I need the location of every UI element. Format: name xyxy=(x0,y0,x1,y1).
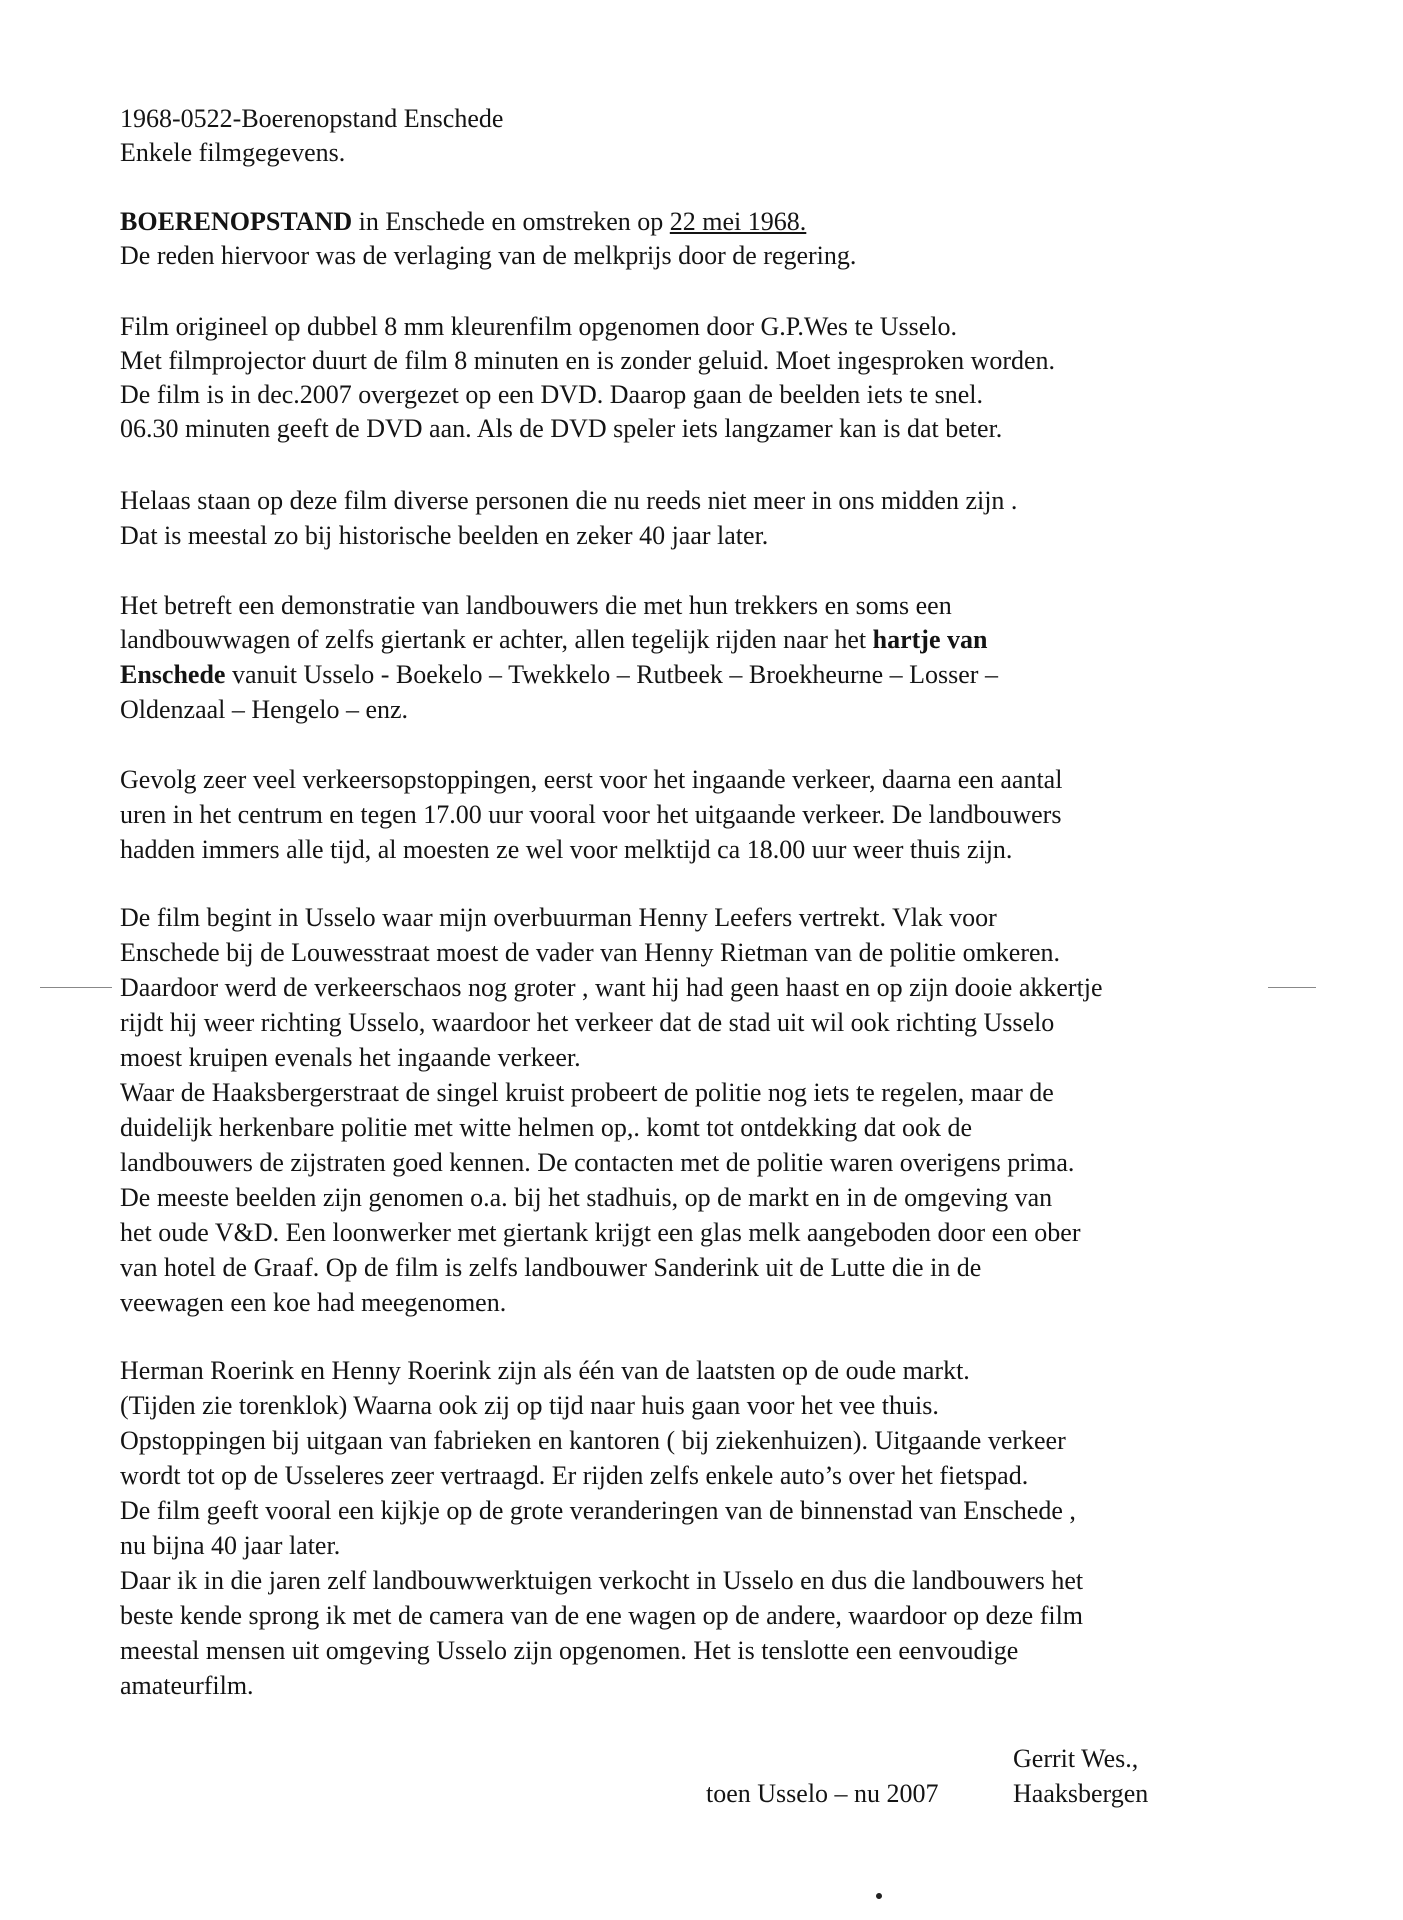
intro-location: in Enschede en omstreken op xyxy=(352,207,670,236)
herman-line-5: De film geeft vooral een kijkje op de grote veranderingen van de binnenstad van Enschede , xyxy=(120,1496,1076,1525)
demo-line-3-text: vanuit Usselo - Boekelo – Twekkelo – Rutbeek – Broekheurne – Losser – xyxy=(225,660,998,689)
helaas-line-1: Helaas staan op deze film diverse personen die nu reeds niet meer in ons midden zijn . xyxy=(120,486,1018,515)
herman-line-6: nu bijna 40 jaar later. xyxy=(120,1531,341,1560)
signature-name: Gerrit Wes., xyxy=(1013,1744,1139,1773)
film-line-2: Met filmprojector duurt de film 8 minuten en is zonder geluid. Moet ingesproken worden. xyxy=(120,346,1056,375)
main-title: BOERENOPSTAND xyxy=(120,207,353,236)
begin-line-1: De film begint in Usselo waar mijn overbuurman Henny Leefers vertrekt. Vlak voor xyxy=(120,903,997,932)
demo-line-1: Het betreft een demonstratie van landbouwers die met hun trekkers en soms een xyxy=(120,591,952,620)
demo-emphasis-enschede: Enschede xyxy=(120,660,226,689)
herman-line-8: beste kende sprong ik met de camera van de ene wagen op de andere, waardoor op deze film xyxy=(120,1601,1084,1630)
herman-line-2: (Tijden zie torenklok) Waarna ook zij op tijd naar huis gaan voor het vee thuis. xyxy=(120,1391,939,1420)
begin-line-12: veewagen een koe had meegenomen. xyxy=(120,1288,507,1317)
begin-line-7: duidelijk herkenbare politie met witte helmen op,. komt tot ontdekking dat ook de xyxy=(120,1113,973,1142)
begin-line-5: moest kruipen evenals het ingaande verkeer. xyxy=(120,1043,581,1072)
film-line-1: Film origineel op dubbel 8 mm kleurenfilm opgenomen door G.P.Wes te Usselo. xyxy=(120,312,958,341)
begin-line-9: De meeste beelden zijn genomen o.a. bij het stadhuis, op de markt en in de omgeving van xyxy=(120,1183,1053,1212)
intro-line-2: De reden hiervoor was de verlaging van de melkprijs door de regering. xyxy=(120,241,857,270)
scan-speck xyxy=(875,1892,883,1900)
begin-line-2: Enschede bij de Louwesstraat moest de vader van Henny Rietman van de politie omkeren. xyxy=(120,938,1061,967)
scan-margin-mark-right xyxy=(1268,987,1316,988)
film-line-4: 06.30 minuten geeft de DVD aan. Als de DVD speler iets langzamer kan is dat beter. xyxy=(120,414,1003,443)
gevolg-line-3: hadden immers alle tijd, al moesten ze wel voor melktijd ca 18.00 uur weer thuis zijn. xyxy=(120,835,1013,864)
begin-line-11: van hotel de Graaf. Op de film is zelfs landbouwer Sanderink uit de Lutte die in de xyxy=(120,1253,982,1282)
signature-then-now: toen Usselo – nu 2007 xyxy=(706,1779,939,1808)
begin-line-3: Daardoor werd de verkeerschaos nog groter , want hij had geen haast en op zijn dooie akkertje xyxy=(120,973,1103,1002)
herman-line-9: meestal mensen uit omgeving Usselo zijn opgenomen. Het is tenslotte een eenvoudige xyxy=(120,1636,1019,1665)
scan-margin-mark-left xyxy=(40,987,112,988)
gevolg-line-1: Gevolg zeer veel verkeersopstoppingen, eerst voor het ingaande verkeer, daarna een aantal xyxy=(120,765,1063,794)
herman-line-10: amateurfilm. xyxy=(120,1671,254,1700)
begin-line-8: landbouwers de zijstraten goed kennen. De contacten met de politie waren overigens prima. xyxy=(120,1148,1075,1177)
helaas-line-2: Dat is meestal zo bij historische beelden en zeker 40 jaar later. xyxy=(120,521,769,550)
herman-line-4: wordt tot op de Usseleres zeer vertraagd. Er rijden zelfs enkele auto’s over het fietspad. xyxy=(120,1461,1029,1490)
demo-line-2-text: landbouwwagen of zelfs giertank er achter, allen tegelijk rijden naar het xyxy=(120,625,873,654)
document-subtitle: Enkele filmgegevens. xyxy=(120,138,346,167)
demo-line-4: Oldenzaal – Hengelo – enz. xyxy=(120,695,409,724)
document-reference: 1968-0522-Boerenopstand Enschede xyxy=(120,104,504,133)
film-line-3: De film is in dec.2007 overgezet op een DVD. Daarop gaan de beelden iets te snel. xyxy=(120,380,984,409)
begin-line-6: Waar de Haaksbergerstraat de singel kruist probeert de politie nog iets te regelen, maar de xyxy=(120,1078,1054,1107)
herman-line-3: Opstoppingen bij uitgaan van fabrieken en kantoren ( bij ziekenhuizen). Uitgaande verkeer xyxy=(120,1426,1066,1455)
demo-line-3 xyxy=(120,660,998,690)
event-date: 22 mei 1968. xyxy=(669,207,807,236)
begin-line-10: het oude V&D. Een loonwerker met giertank krijgt een glas melk aangeboden door een ober xyxy=(120,1218,1081,1247)
herman-line-7: Daar ik in die jaren zelf landbouwwerktuigen verkocht in Usselo en dus die landbouwers het xyxy=(120,1566,1084,1595)
gevolg-line-2: uren in het centrum en tegen 17.00 uur vooral voor het uitgaande verkeer. De landbouwers xyxy=(120,800,1062,829)
herman-line-1: Herman Roerink en Henny Roerink zijn als één van de laatsten op de oude markt. xyxy=(120,1356,970,1385)
demo-line-2 xyxy=(120,625,987,655)
signature-place: Haaksbergen xyxy=(1013,1779,1149,1808)
intro-line-1 xyxy=(120,207,806,237)
begin-line-4: rijdt hij weer richting Usselo, waardoor het verkeer dat de stad uit wil ook richting Usselo xyxy=(120,1008,1055,1037)
demo-emphasis-hartje: hartje van xyxy=(872,625,988,654)
